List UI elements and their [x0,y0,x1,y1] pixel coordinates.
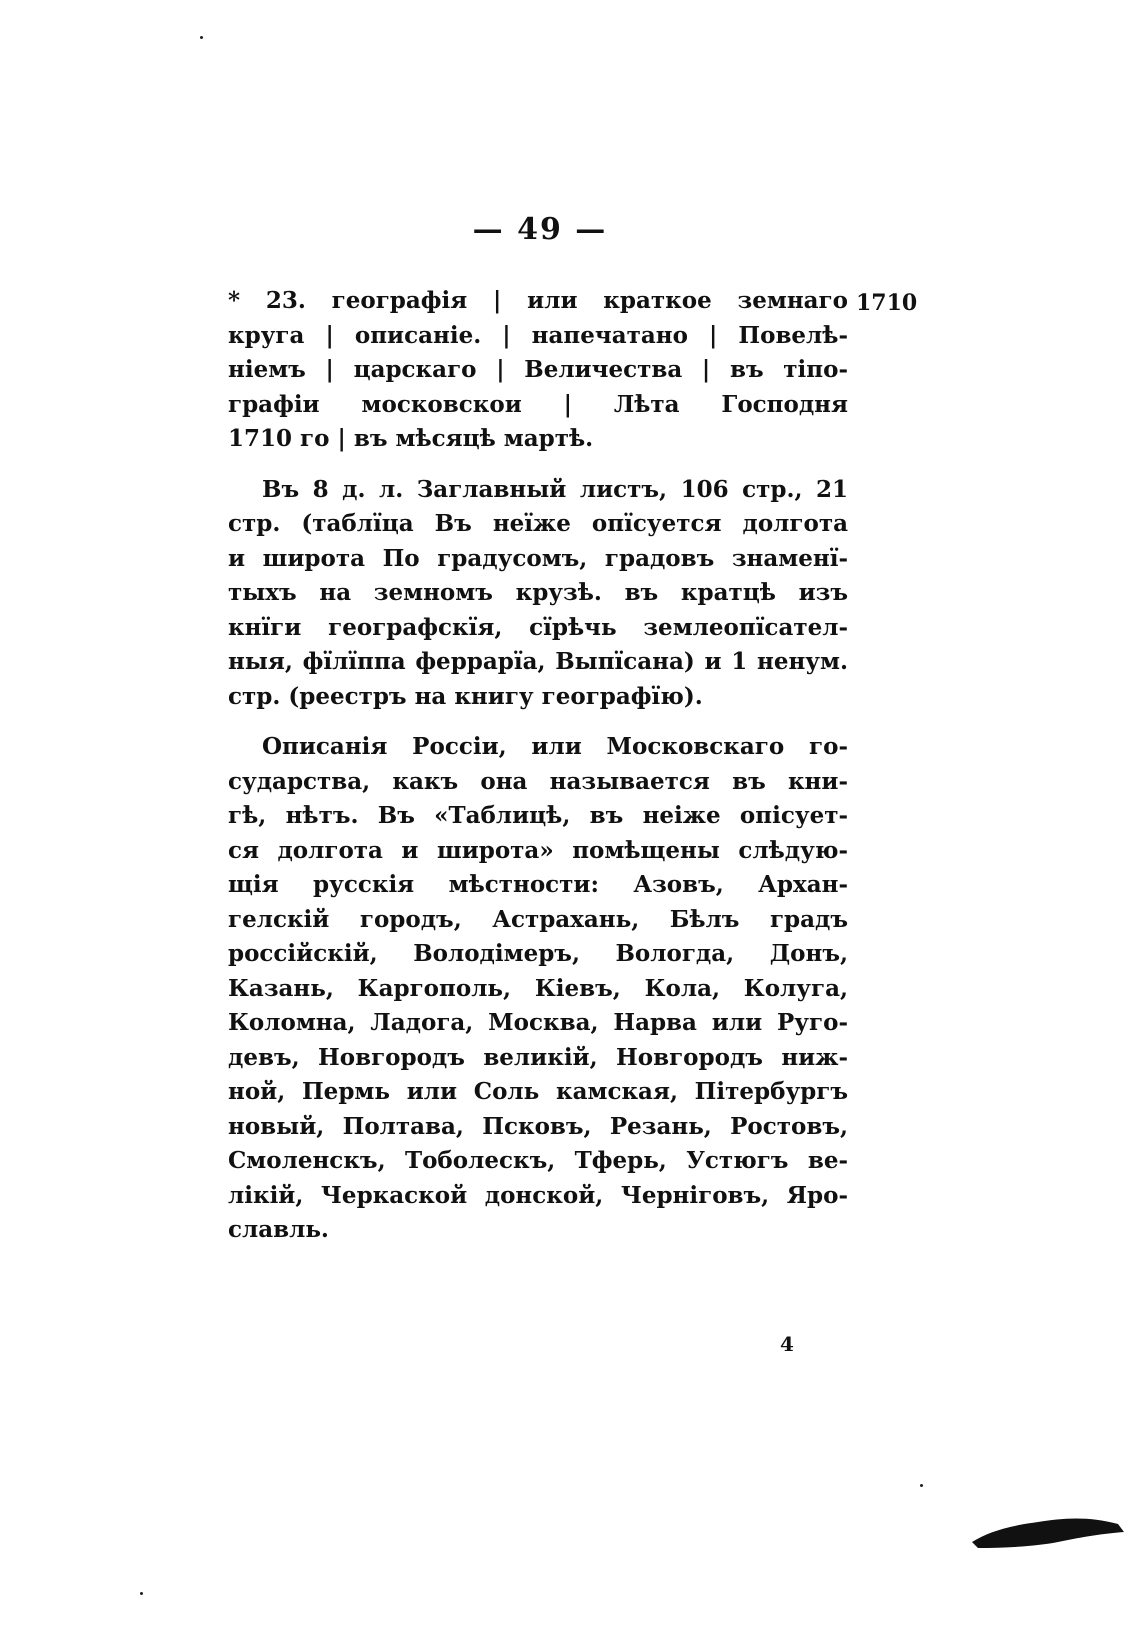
scan-speck [920,1484,923,1487]
note-line: Казань, Каргополь, Кіевъ, Кола, Колуга, [228,974,848,1002]
note-line: девъ, Новгородъ великій, Новгородъ ниж- [228,1043,848,1071]
note-line: Коломна, Ладога, Москва, Нарва или Руго- [228,1009,848,1036]
description-line: и широта По градусомъ, градовъ знаменї- [228,544,848,572]
note-line: славль. [228,1216,329,1243]
note-paragraph [228,730,848,1248]
note-line: лікій, Черкаской донской, Черніговъ, Яро- [228,1181,848,1209]
description-line: кнїги географскїя, сїрѣчь землеопїсател- [228,613,848,641]
description-line: стр. (реестръ на книгу географїю). [228,682,703,710]
entry-line: 1710 го | въ мѣсяцѣ мартѣ. [228,425,594,452]
description-line: стр. (таблїца Въ неїже опїсуется долгота [228,510,848,537]
note-line: Описанія Россіи, или Московскаго го- [262,733,848,760]
note-line: гелскій городъ, Астрахань, Бѣлъ градъ [228,905,848,933]
description-line: Въ 8 д. л. Заглавный листъ, 106 стр., 21 [262,475,848,503]
note-line: россійскій, Володімеръ, Вологда, Донъ, [228,940,848,967]
scan-speck [200,36,203,39]
description-line: ныя, фїлїппа феррарїа, Выпїсана) и 1 ненум. [228,648,848,675]
note-line: щія русскія мѣстности: Азовъ, Архан- [228,871,848,898]
description-paragraph [228,473,848,715]
page-number: — 49 — [472,212,608,247]
signature-mark: 4 [780,1332,794,1356]
note-line: ной, Пермь или Соль камская, Пітербургъ [228,1078,848,1105]
margin-year: 1710 [856,290,918,316]
entry-title [228,284,848,457]
entry-line: ніемъ | царскаго | Величества | въ тіпо- [228,356,848,383]
note-line: сударства, какъ она называется въ кни- [228,767,848,795]
note-line: гѣ, нѣтъ. Въ «Таблицѣ, въ неіже опісует- [228,802,848,829]
description-line: тыхъ на земномъ крузѣ. въ кратцѣ изъ [228,579,848,606]
entry-line: графіи московскои | Лѣта Господня [228,390,848,418]
text-block [228,284,848,1248]
entry-line: круга | описаніе. | напечатано | Повелѣ- [228,321,848,349]
note-line: ся долгота и широта» помѣщены слѣдую- [228,836,848,864]
ink-smudge [968,1502,1128,1562]
note-line: новый, Полтава, Псковъ, Резань, Ростовъ, [228,1112,848,1140]
note-line: Смоленскъ, Тоболескъ, Тферь, Устюгъ ве- [228,1147,848,1174]
entry-line: * 23. географія | или краткое земнаго [228,287,848,314]
scan-speck [140,1592,143,1595]
